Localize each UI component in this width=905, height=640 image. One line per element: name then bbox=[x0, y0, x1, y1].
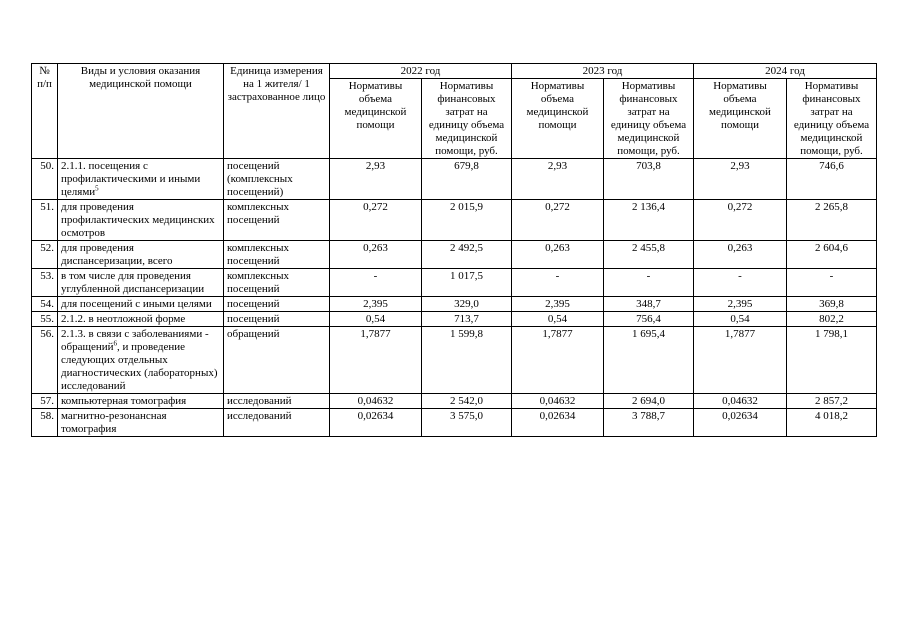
cost-2023: 703,8 bbox=[604, 159, 694, 200]
volume-2023: 0,04632 bbox=[512, 394, 604, 409]
cost-2022: 1 599,8 bbox=[422, 327, 512, 394]
table-row bbox=[32, 394, 877, 409]
header-row-years bbox=[32, 64, 877, 79]
header-cost-2024: Нормативы финансовых затрат на единицу объема медицинской помощи, руб. bbox=[787, 79, 877, 159]
footnote-mark: 6 bbox=[113, 339, 117, 348]
row-number: 50. bbox=[32, 159, 58, 200]
volume-2023: 0,263 bbox=[512, 241, 604, 269]
footnote-mark: 5 bbox=[95, 184, 99, 193]
row-number: 51. bbox=[32, 200, 58, 241]
volume-2022: 0,263 bbox=[330, 241, 422, 269]
cost-2024: 746,6 bbox=[787, 159, 877, 200]
row-unit: посещений bbox=[224, 297, 330, 312]
header-year-2022: 2022 год bbox=[330, 64, 512, 79]
volume-2024: 0,02634 bbox=[694, 409, 787, 437]
cost-2024: 369,8 bbox=[787, 297, 877, 312]
cost-2022: 713,7 bbox=[422, 312, 512, 327]
cost-2022: 2 542,0 bbox=[422, 394, 512, 409]
cost-2024: 802,2 bbox=[787, 312, 877, 327]
cost-2023: 3 788,7 bbox=[604, 409, 694, 437]
volume-2023: 1,7877 bbox=[512, 327, 604, 394]
volume-2024: - bbox=[694, 269, 787, 297]
cost-2024: 1 798,1 bbox=[787, 327, 877, 394]
header-volume-2024: Нормативы объема медицинской помощи bbox=[694, 79, 787, 159]
row-name: 2.1.3. в связи с заболеваниями - обращений$^6$, и проведение следующих отдельных диагностических (лабораторных) исследований bbox=[58, 327, 224, 394]
row-unit: комплексных посещений bbox=[224, 200, 330, 241]
table-row bbox=[32, 200, 877, 241]
volume-2023: - bbox=[512, 269, 604, 297]
volume-2023: 0,02634 bbox=[512, 409, 604, 437]
row-number: 54. bbox=[32, 297, 58, 312]
row-unit: посещений bbox=[224, 312, 330, 327]
volume-2023: 2,93 bbox=[512, 159, 604, 200]
row-number: 52. bbox=[32, 241, 58, 269]
header-volume-2023: Нормативы объема медицинской помощи bbox=[512, 79, 604, 159]
row-name: 2.1.2. в неотложной форме bbox=[58, 312, 224, 327]
volume-2023: 0,54 bbox=[512, 312, 604, 327]
row-unit: исследований bbox=[224, 394, 330, 409]
cost-2024: 2 604,6 bbox=[787, 241, 877, 269]
cost-2023: 2 455,8 bbox=[604, 241, 694, 269]
row-name: для проведения профилактических медицинских осмотров bbox=[58, 200, 224, 241]
cost-2023: 348,7 bbox=[604, 297, 694, 312]
volume-2024: 0,54 bbox=[694, 312, 787, 327]
header-year-2024: 2024 год bbox=[694, 64, 877, 79]
volume-2022: 0,272 bbox=[330, 200, 422, 241]
volume-2022: 0,04632 bbox=[330, 394, 422, 409]
volume-2024: 1,7877 bbox=[694, 327, 787, 394]
row-name: в том числе для проведения углубленной диспансеризации bbox=[58, 269, 224, 297]
cost-2022: 2 492,5 bbox=[422, 241, 512, 269]
table-row bbox=[32, 297, 877, 312]
row-unit: посещений (комплексных посещений) bbox=[224, 159, 330, 200]
volume-2024: 2,93 bbox=[694, 159, 787, 200]
row-number: 55. bbox=[32, 312, 58, 327]
row-name: магнитно-резонансная томография bbox=[58, 409, 224, 437]
volume-2022: - bbox=[330, 269, 422, 297]
table-row bbox=[32, 159, 877, 200]
row-unit: комплексных посещений bbox=[224, 241, 330, 269]
volume-2024: 2,395 bbox=[694, 297, 787, 312]
row-unit: обращений bbox=[224, 327, 330, 394]
row-number: 53. bbox=[32, 269, 58, 297]
header-unit: Единица измерения на 1 жителя/ 1 застрахованное лицо bbox=[224, 64, 330, 159]
cost-2024: 2 265,8 bbox=[787, 200, 877, 241]
table-row bbox=[32, 409, 877, 437]
row-name: компьютерная томография bbox=[58, 394, 224, 409]
cost-2024: - bbox=[787, 269, 877, 297]
norms-table bbox=[31, 63, 877, 437]
volume-2022: 0,54 bbox=[330, 312, 422, 327]
header-cost-2022: Нормативы финансовых затрат на единицу объема медицинской помощи, руб. bbox=[422, 79, 512, 159]
header-name: Виды и условия оказания медицинской помощи bbox=[58, 64, 224, 159]
volume-2022: 2,93 bbox=[330, 159, 422, 200]
volume-2024: 0,263 bbox=[694, 241, 787, 269]
volume-2022: 0,02634 bbox=[330, 409, 422, 437]
volume-2022: 1,7877 bbox=[330, 327, 422, 394]
volume-2023: 0,272 bbox=[512, 200, 604, 241]
row-number: 56. bbox=[32, 327, 58, 394]
cost-2022: 329,0 bbox=[422, 297, 512, 312]
header-cost-2023: Нормативы финансовых затрат на единицу объема медицинской помощи, руб. bbox=[604, 79, 694, 159]
row-name: для посещений с иными целями bbox=[58, 297, 224, 312]
volume-2024: 0,272 bbox=[694, 200, 787, 241]
table-row bbox=[32, 269, 877, 297]
cost-2023: - bbox=[604, 269, 694, 297]
table-row bbox=[32, 327, 877, 394]
row-name: 2.1.1. посещения с профилактическими и иными целями$^5$ bbox=[58, 159, 224, 200]
cost-2024: 2 857,2 bbox=[787, 394, 877, 409]
cost-2023: 2 136,4 bbox=[604, 200, 694, 241]
cost-2022: 1 017,5 bbox=[422, 269, 512, 297]
row-number: 58. bbox=[32, 409, 58, 437]
cost-2023: 1 695,4 bbox=[604, 327, 694, 394]
cost-2022: 679,8 bbox=[422, 159, 512, 200]
cost-2022: 3 575,0 bbox=[422, 409, 512, 437]
row-number: 57. bbox=[32, 394, 58, 409]
table-row bbox=[32, 312, 877, 327]
cost-2022: 2 015,9 bbox=[422, 200, 512, 241]
volume-2024: 0,04632 bbox=[694, 394, 787, 409]
header-num: № п/п bbox=[32, 64, 58, 159]
header-year-2023: 2023 год bbox=[512, 64, 694, 79]
cost-2023: 756,4 bbox=[604, 312, 694, 327]
row-unit: комплексных посещений bbox=[224, 269, 330, 297]
cost-2023: 2 694,0 bbox=[604, 394, 694, 409]
volume-2023: 2,395 bbox=[512, 297, 604, 312]
header-volume-2022: Нормативы объема медицинской помощи bbox=[330, 79, 422, 159]
volume-2022: 2,395 bbox=[330, 297, 422, 312]
row-unit: исследований bbox=[224, 409, 330, 437]
row-name: для проведения диспансеризации, всего bbox=[58, 241, 224, 269]
table-row bbox=[32, 241, 877, 269]
cost-2024: 4 018,2 bbox=[787, 409, 877, 437]
